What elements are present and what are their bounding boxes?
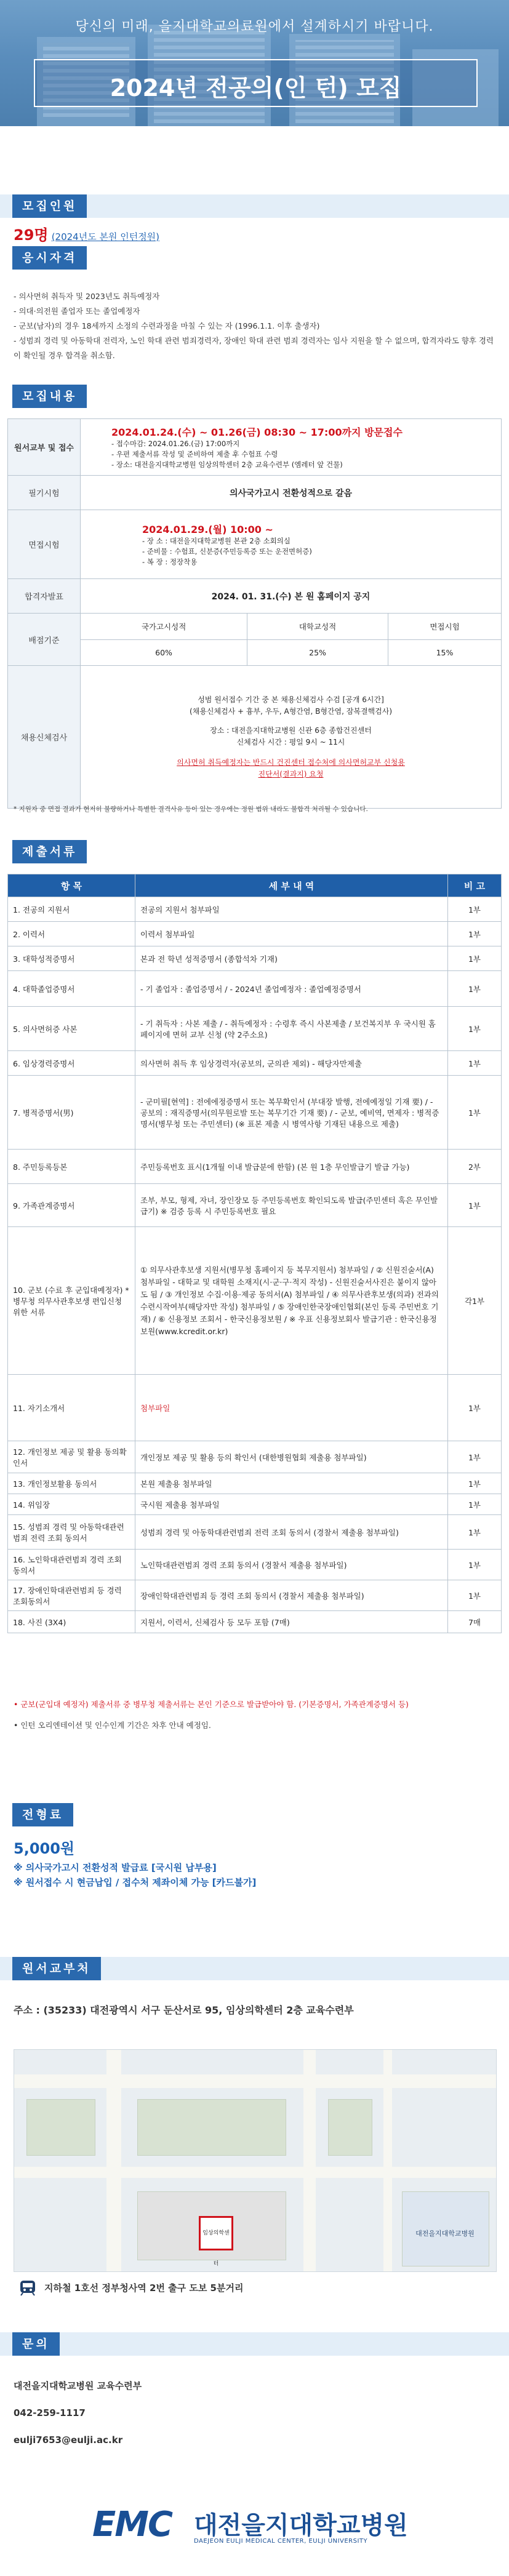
logo-mark: EMC bbox=[92, 2505, 172, 2545]
doc-detail: 첨부파일 bbox=[135, 1375, 448, 1441]
result-label: 합격자발표 bbox=[8, 579, 81, 614]
exam-label: 필기시험 bbox=[8, 476, 81, 510]
doc-note: 1부 bbox=[448, 1550, 502, 1580]
doc-item: 5. 의사면허증 사본 bbox=[8, 1007, 135, 1051]
page-title: 2024년 전공의(인 턴) 모집 bbox=[110, 74, 402, 102]
table-row bbox=[8, 946, 502, 971]
doc-item: 4. 대학졸업증명서 bbox=[8, 971, 135, 1007]
doc-detail: 본원 제출용 첨부파일 bbox=[135, 1473, 448, 1494]
documents-notes bbox=[14, 1698, 494, 1732]
recruit-count-line bbox=[14, 223, 159, 244]
list-item: - 군보(남자)의 경우 18세까지 소정의 수련과정을 마칠 수 있는 자 (1996.1.1. 이후 출생자) bbox=[14, 321, 320, 330]
table-row bbox=[8, 971, 502, 1007]
doc-note: 1부 bbox=[448, 1515, 502, 1550]
doc-note: 1부 bbox=[448, 1007, 502, 1051]
health-cell bbox=[81, 666, 502, 809]
column-header: 비 고 bbox=[448, 874, 502, 897]
health-note: (채용신체검사 + 흉부, 우두, A형간염, B형간염, 잠복결핵검사) bbox=[189, 706, 393, 716]
interview-note: - 준비물 : 수험표, 신분증(주민등록증 또는 운전면허증) bbox=[142, 546, 312, 556]
column-header: 세 부 내 역 bbox=[135, 874, 448, 897]
weight-header: 대학교성적 bbox=[247, 614, 388, 639]
doc-note: 1부 bbox=[448, 1494, 502, 1515]
table-header-row bbox=[8, 874, 502, 897]
doc-note: 1부 bbox=[448, 1184, 502, 1227]
location-address: 주소 : (35233) 대전광역시 서구 둔산서로 95, 임상의학센터 2층 교육수련부 bbox=[14, 2004, 354, 2016]
doc-detail: 국시원 제출용 첨부파일 bbox=[135, 1494, 448, 1515]
process-footnote: * 지원자 중 면접 결과가 현저히 불량하거나 특별한 결격사유 등이 있는 경우에는 정원 범위 내라도 불합격 처리될 수 있습니다. bbox=[14, 806, 368, 813]
apply-note: - 장소: 대전을지대학교병원 임상의학센터 2층 교육수련부 (엠레터 앞 건물) bbox=[111, 460, 343, 469]
section-contact bbox=[0, 2332, 509, 2356]
doc-note: 1부 bbox=[448, 1076, 502, 1150]
column-header: 항 목 bbox=[8, 874, 135, 897]
table-row bbox=[8, 1611, 502, 1633]
list-item: - 성범죄 경력 및 아동학대 전력자, 노인 학대 관련 범죄경력자, 장애인 학대 관련 범죄 경력자는 임사 지원을 할 수 없으며, 합격자라도 향후 경력이 확인될 경우 합격을 취소함. bbox=[14, 336, 494, 360]
table-row bbox=[8, 579, 502, 614]
table-row bbox=[8, 1051, 502, 1076]
location-map[interactable] bbox=[14, 2049, 497, 2272]
doc-detail: 이력서 첨부파일 bbox=[135, 922, 448, 946]
doc-item: 2. 이력서 bbox=[8, 922, 135, 946]
note-item: • 군보(군입대 예정자) 제출서류 중 병무청 제출서류는 본인 기준으로 발급받아야 함. (기본증명서, 가족관계증명서 등) bbox=[14, 1700, 409, 1709]
contact-dept: 대전을지대학교병원 교육수련부 bbox=[14, 2380, 142, 2391]
doc-item: 6. 임상경력증명서 bbox=[8, 1051, 135, 1076]
doc-item: 8. 주민등록등본 bbox=[8, 1150, 135, 1184]
weight-cell bbox=[81, 614, 502, 666]
health-note: 장소 : 대전을지대학교병원 신관 6층 종합건진센터 bbox=[210, 726, 372, 735]
weight-value: 60% bbox=[81, 639, 247, 665]
list-item: - 의대·의전원 졸업자 또는 졸업예정자 bbox=[14, 306, 140, 316]
doc-detail: 노인학대관련범죄 경력 조회 동의서 (경찰서 제출용 첨부파일) bbox=[135, 1550, 448, 1580]
section-title: 문의 bbox=[12, 2332, 60, 2356]
interview-cell bbox=[81, 510, 502, 579]
doc-detail: 본과 전 학년 성적증명서 (종합석차 기재) bbox=[135, 946, 448, 971]
fee-line: ※ 원서접수 시 현금납입 / 접수처 제좌이체 가능 [카드불가] bbox=[14, 1877, 257, 1888]
doc-detail: 전공의 지원서 첨부파일 bbox=[135, 897, 448, 922]
doc-item: 7. 병적증명서(男) bbox=[8, 1076, 135, 1150]
hero-subtitle: 당신의 미래, 을지대학교의료원에서 설계하시기 바랍니다. bbox=[75, 19, 434, 34]
doc-note: 1부 bbox=[448, 1441, 502, 1473]
contact-email[interactable]: eulji7653@eulji.ac.kr bbox=[14, 2434, 123, 2446]
doc-item: 15. 성범죄 경력 및 아동학대관련범죄 전력 조회 동의서 bbox=[8, 1515, 135, 1550]
doc-detail: 의사면허 취득 후 임상경력자(공보의, 군의관 제외) - 해당자만제출 bbox=[135, 1051, 448, 1076]
table-row bbox=[8, 1227, 502, 1375]
table-row bbox=[8, 476, 502, 510]
table-row bbox=[8, 1515, 502, 1550]
apply-note: - 우편 제출서류 작성 및 준비하여 제출 후 수험표 수령 bbox=[111, 449, 278, 458]
subway-info: 지하철 1호선 정부청사역 2번 출구 도보 5분거리 bbox=[44, 2282, 244, 2294]
table-row bbox=[8, 1150, 502, 1184]
table-row bbox=[8, 614, 502, 666]
doc-item: 13. 개인정보활용 동의서 bbox=[8, 1473, 135, 1494]
doc-note: 1부 bbox=[448, 1375, 502, 1441]
doc-note: 7매 bbox=[448, 1611, 502, 1633]
section-title: 제출서류 bbox=[12, 840, 87, 863]
doc-note: 1부 bbox=[448, 1051, 502, 1076]
contact-block bbox=[14, 2372, 142, 2454]
doc-detail: 주민등록번호 표시(1개월 이내 발급분에 한함) (본 원 1층 무인발급기 발급 가능) bbox=[135, 1150, 448, 1184]
fee-line: ※ 의사국가고시 전환성적 발급료 [국시원 납부용] bbox=[14, 1862, 217, 1873]
section-title: 원서교부처 bbox=[12, 1957, 101, 1980]
doc-detail: - 기 취득자 : 사본 제출 / - 취득예정자 : 수령후 즉시 사본제출 / 보건복지부 우 국시원 홈페이지에 면허 교부 신청 (약 2주소요) bbox=[135, 1007, 448, 1051]
table-row bbox=[8, 1184, 502, 1227]
exam-value: 의사국가고시 전환성적으로 갈음 bbox=[81, 476, 502, 510]
section-title: 모집내용 bbox=[12, 385, 87, 408]
doc-detail: - 군미필[현역] : 전에에정증명서 또는 복무확인서 (부대장 발행, 전에예정일 기재 要) / - 공보의 : 재직증명서(의무원로발 또는 복무기간 기재 要) / - 군보, 예비역, 면제자 : 병적증명서(병무청 또는 주민센터) (※ 표본 제출 시 병역사항 기재된 내용으로 제출) bbox=[135, 1076, 448, 1150]
table-row bbox=[8, 922, 502, 946]
section-recruit bbox=[0, 194, 509, 218]
documents-table bbox=[7, 874, 502, 1633]
interview-date: 2024.01.29.(월) 10:00 ~ bbox=[142, 523, 273, 535]
table-row bbox=[8, 1580, 502, 1611]
table-row bbox=[8, 1076, 502, 1150]
doc-detail: 지원서, 이력서, 신체검사 등 모두 포함 (7매) bbox=[135, 1611, 448, 1633]
doc-note: 1부 bbox=[448, 897, 502, 922]
map-building-label: 대전을지대학교병원 bbox=[415, 2230, 475, 2238]
health-note: 성범 원서접수 기간 중 본 채용신체검사 수검 [공개 6시간] bbox=[198, 695, 384, 704]
section-fee bbox=[0, 1803, 509, 1826]
section-title: 전형료 bbox=[12, 1803, 73, 1826]
table-row bbox=[8, 1441, 502, 1473]
weight-value: 25% bbox=[247, 639, 388, 665]
hero-banner bbox=[0, 0, 509, 126]
health-warning: 의사면허 취득예정자는 반드시 건진센터 접수처에 의사면허교부 신청용 진단서(결과지) 요청 bbox=[177, 758, 405, 778]
apply-note: - 접수마감: 2024.01.26.(금) 17:00까지 bbox=[111, 439, 240, 448]
doc-item: 1. 전공의 지원서 bbox=[8, 897, 135, 922]
doc-note: 1부 bbox=[448, 1580, 502, 1611]
fee-amount: 5,000원 bbox=[14, 1840, 75, 1857]
interview-note: - 복 장 : 정장착용 bbox=[142, 557, 198, 566]
doc-detail: 조부, 부모, 형제, 자녀, 장인장모 등 주민등록번호 확인되도록 발급(주민센터 혹은 무인발급기) ※ 검증 등록 시 주민등록번호 필요 bbox=[135, 1184, 448, 1227]
weight-label: 배점기준 bbox=[8, 614, 81, 666]
interview-note: - 장 소 : 대전을지대학교병원 본관 2층 소회의실 bbox=[142, 536, 291, 545]
table-row bbox=[8, 1550, 502, 1580]
section-documents bbox=[0, 840, 509, 863]
doc-detail: 개인정보 제공 및 활용 등의 확인서 (대한병원협회 제출용 첨부파일) bbox=[135, 1441, 448, 1473]
doc-item: 14. 위임장 bbox=[8, 1494, 135, 1515]
table-row bbox=[8, 1375, 502, 1441]
doc-item: 17. 장애인학대관련범죄 등 경력 조회동의서 bbox=[8, 1580, 135, 1611]
doc-item: 9. 가족관계증명서 bbox=[8, 1184, 135, 1227]
title-box bbox=[34, 59, 478, 107]
table-row bbox=[8, 1473, 502, 1494]
table-row bbox=[8, 1494, 502, 1515]
section-location bbox=[0, 1957, 509, 1980]
table-row bbox=[8, 419, 502, 476]
table-row bbox=[8, 897, 502, 922]
doc-detail: - 기 졸업자 : 졸업증명서 / - 2024년 졸업예정자 : 졸업예정증명서 bbox=[135, 971, 448, 1007]
qualification-list bbox=[14, 289, 497, 363]
result-value: 2024. 01. 31.(수) 본 원 홈페이지 공지 bbox=[81, 579, 502, 614]
section-process bbox=[0, 385, 509, 408]
health-note: 신체검사 시간 : 평일 9시 ~ 11시 bbox=[236, 737, 345, 746]
list-item: - 의사면허 취득자 및 2023년도 취득예정자 bbox=[14, 292, 160, 301]
table-row bbox=[8, 1007, 502, 1051]
doc-item: 16. 노인학대관련범죄 경력 조회 동의서 bbox=[8, 1550, 135, 1580]
map-marker: 임상의학센터 bbox=[199, 2216, 233, 2250]
apply-date: 2024.01.24.(수) ~ 01.26(금) 08:30 ~ 17:00까지 방문접수 bbox=[111, 426, 403, 438]
doc-note: 2부 bbox=[448, 1150, 502, 1184]
note-item: • 인턴 오리엔테이션 및 인수인계 기간은 차후 안내 예정임. bbox=[14, 1721, 211, 1730]
apply-label: 원서교부 및 접수 bbox=[8, 419, 81, 476]
doc-item: 3. 대학성적증명서 bbox=[8, 946, 135, 971]
weight-table bbox=[81, 614, 501, 665]
doc-detail: 장애인학대관련범죄 등 경력 조회 동의서 (경찰서 제출용 첨부파일) bbox=[135, 1580, 448, 1611]
weight-header: 국가고시성적 bbox=[81, 614, 247, 639]
weight-header: 면접시험 bbox=[388, 614, 502, 639]
logo-name-en: DAEJEON EULJI MEDICAL CENTER, EULJI UNIVERSITY bbox=[194, 2538, 368, 2545]
section-qualification bbox=[0, 246, 509, 270]
doc-note: 1부 bbox=[448, 946, 502, 971]
doc-item: 18. 사진 (3X4) bbox=[8, 1611, 135, 1633]
recruit-count: 29명 bbox=[14, 226, 49, 244]
apply-cell bbox=[81, 419, 502, 476]
section-title: 모집인원 bbox=[12, 194, 87, 218]
interview-label: 면접시험 bbox=[8, 510, 81, 579]
doc-note: 1부 bbox=[448, 971, 502, 1007]
doc-item: 10. 군보 (수료 후 군입대예정자) * 병무청 의무사관후보생 편입신청 위한 서류 bbox=[8, 1227, 135, 1375]
table-row bbox=[8, 510, 502, 579]
doc-item: 12. 개인정보 제공 및 활용 동의확인서 bbox=[8, 1441, 135, 1473]
footer-logo bbox=[92, 2498, 425, 2554]
doc-detail: 성범죄 경력 및 아동학대관련범죄 전력 조회 동의서 (경찰서 제출용 첨부파일) bbox=[135, 1515, 448, 1550]
logo-name: 대전을지대학교병원 bbox=[194, 2511, 408, 2540]
weight-value: 15% bbox=[436, 647, 454, 657]
process-table bbox=[7, 418, 502, 809]
table-row bbox=[8, 666, 502, 809]
fee-block bbox=[14, 1837, 500, 1890]
doc-note: 1부 bbox=[448, 922, 502, 946]
recruit-detail: (2024년도 본원 인턴정원) bbox=[51, 231, 160, 242]
doc-detail: ① 의무사관후보생 지원서(병무청 홈페이지 등 복무지원서) 첨부파일 / ② 신원진술서(A) 첨부파일 - 대학교 및 대학원 소재지(시·군·구·적지 작성) - 신원진술서사진은 붙이지 않아도 됨 / ③ 개인정보 수집·이용·제공 동의서(A) 첨부파일 / ④ 의무사관후보생(의과) 전과의 수련시작여부(해당자만 작성) 첨부파일 / ⑤ 장애인한국장애인협회(본인 등록 주민번호 기재) / ⑥ 신용정보 조회서 - 한국신용정보원 / ※ 우표 신용정보회사 발급기관 : 한국신용정보원(www.kcredit.or.kr) bbox=[135, 1227, 448, 1375]
section-title: 응시자격 bbox=[12, 246, 87, 270]
health-label: 채용신체검사 bbox=[8, 666, 81, 809]
doc-item: 11. 자기소개서 bbox=[8, 1375, 135, 1441]
contact-phone[interactable]: 042-259-1117 bbox=[14, 2407, 86, 2418]
doc-note: 각1부 bbox=[448, 1227, 502, 1375]
subway-icon bbox=[18, 2280, 37, 2296]
doc-note: 1부 bbox=[448, 1473, 502, 1494]
